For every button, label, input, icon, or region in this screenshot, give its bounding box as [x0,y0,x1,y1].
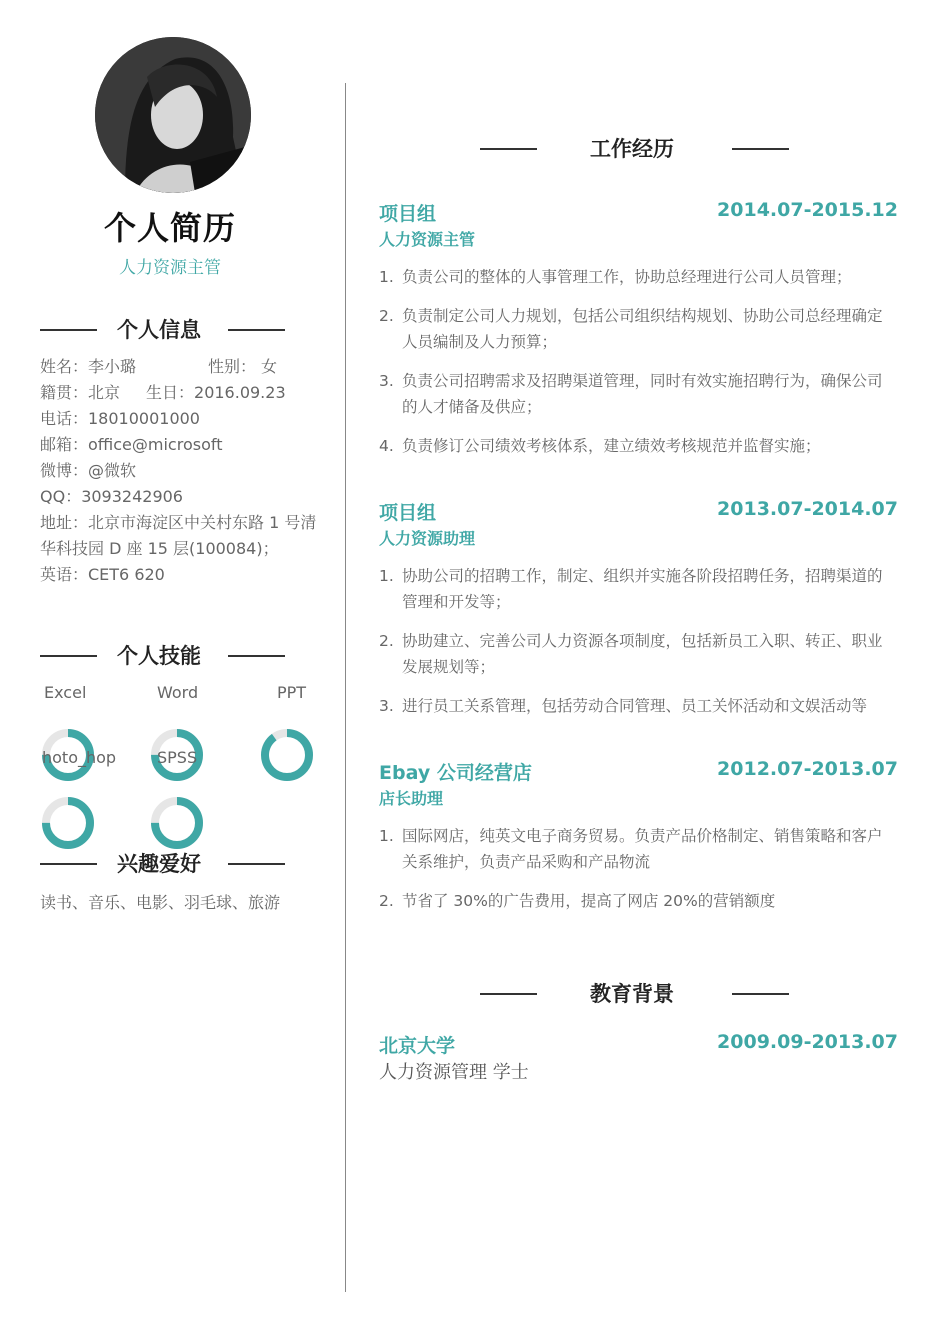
duty-number: 1. [379,567,394,585]
avatar [95,37,251,193]
heading-rule-left [480,148,537,150]
job-date: 2012.07-2013.07 [717,758,898,780]
job-company: 项目组 [379,502,437,524]
duty-number: 4. [379,437,394,455]
edu-date: 2009.09-2013.07 [717,1031,898,1053]
skill-ring-label-photoshop: hoto_hop [42,748,117,767]
heading-rule-right [732,993,789,995]
info-address-line1: 地址：北京市海淀区中关村东路 1 号清 [40,513,317,532]
info-origin-birth [40,380,286,406]
heading-label: 个人技能 [117,644,201,668]
job-date: 2014.07-2015.12 [717,199,898,221]
info-english: 英语：CET6 620 [40,565,165,584]
job-title: 人力资源主管 [119,258,221,278]
edu-school: 北京大学 [379,1035,456,1057]
skill-label-ppt: PPT [277,683,307,702]
heading-rule-right [228,655,285,657]
work-heading [480,133,790,163]
duty-text: 国际网店，纯英文电子商务贸易。负责产品价格制定、销售策略和客户关系维护，负责产品采购和产品物流 [402,827,883,871]
heading-label: 教育背景 [590,982,674,1006]
duty-number: 2. [379,632,394,650]
skill-ring-spss [149,795,205,851]
origin-value: 北京 [88,383,121,402]
skill-ring-photoshop [40,795,96,851]
name-label: 姓名： [40,357,89,376]
hobbies-text: 读书、音乐、电影、羽毛球、旅游 [40,893,281,912]
info-name-gender [40,354,278,380]
birth-field [146,380,286,406]
job-duty [379,303,891,355]
job-duty [379,563,891,615]
info-address-line2: 华科技园 D 座 15 层(100084)； [40,539,279,558]
resume-title: 个人简历 [103,209,236,247]
duty-number: 3. [379,372,394,390]
heading-rule-left [40,329,97,331]
duty-text: 进行员工关系管理，包括劳动合同管理、员工关怀活动和文娱活动等 [402,697,868,715]
portrait-photo [95,37,251,193]
job-duty [379,264,891,290]
column-divider [345,83,346,1292]
job-role: 人力资源主管 [379,230,476,249]
heading-label: 兴趣爱好 [117,852,201,876]
heading-rule-right [228,329,285,331]
job-role: 店长助理 [379,789,444,808]
heading-rule-right [228,863,285,865]
heading-rule-right [732,148,789,150]
skills-heading [0,640,340,670]
duty-text: 负责公司的整体的人事管理工作，协助总经理进行公司人员管理； [402,268,852,286]
skill-label-excel: Excel [44,683,87,702]
edu-major: 人力资源管理 学士 [379,1062,529,1083]
birth-label: 生日： [146,383,195,402]
info-weibo: 微博：@微软 [40,461,137,480]
duty-number: 2. [379,892,394,910]
gender-value: 女 [261,357,278,376]
job-duty [379,888,891,914]
hobbies-heading [0,848,340,878]
heading-rule-left [40,655,97,657]
job-date: 2013.07-2014.07 [717,498,898,520]
heading-rule-left [40,863,97,865]
duty-text: 负责修订公司绩效考核体系，建立绩效考核规范并监督实施； [402,437,821,455]
heading-rule-left [480,993,537,995]
duty-number: 3. [379,697,394,715]
skill-ring-label-spss: SPSS [157,748,198,767]
duty-number: 2. [379,307,394,325]
name-value: 李小璐 [88,357,137,376]
heading-label: 工作经历 [590,137,674,161]
duty-number: 1. [379,268,394,286]
duty-text: 协助建立、完善公司人力资源各项制度，包括新员工入职、转正、职业发展规划等； [402,632,883,676]
duty-text: 协助公司的招聘工作，制定、组织并实施各阶段招聘任务，招聘渠道的管理和开发等； [402,567,883,611]
job-duty [379,628,891,680]
gender-label: 性别： [208,357,257,376]
job-duty [379,693,891,719]
skill-label-word: Word [157,683,199,702]
info-email: 邮箱：office@microsoft [40,435,223,454]
job-duty [379,433,891,459]
info-phone: 电话：18010001000 [40,409,200,428]
job-company: 项目组 [379,203,437,225]
personal-info-heading [0,314,340,344]
skill-ring-ppt [259,727,315,783]
origin-label: 籍贯： [40,383,89,402]
duty-text: 负责制定公司人力规划，包括公司组织结构规划、协助公司总经理确定人员编制及人力预算； [402,307,883,351]
education-heading [480,978,790,1008]
duty-text: 节省了 30%的广告费用，提高了网店 20%的营销额度 [402,892,776,910]
job-role: 人力资源助理 [379,529,476,548]
duty-text: 负责公司招聘需求及招聘渠道管理，同时有效实施招聘行为，确保公司的人才储备及供应； [402,372,883,416]
job-duty [379,368,891,420]
heading-label: 个人信息 [117,318,201,342]
birth-value: 2016.09.23 [194,383,286,402]
info-qq: QQ：3093242906 [40,487,183,506]
duty-number: 1. [379,827,394,845]
job-company: Ebay 公司经营店 [379,762,532,784]
job-duty [379,823,891,875]
